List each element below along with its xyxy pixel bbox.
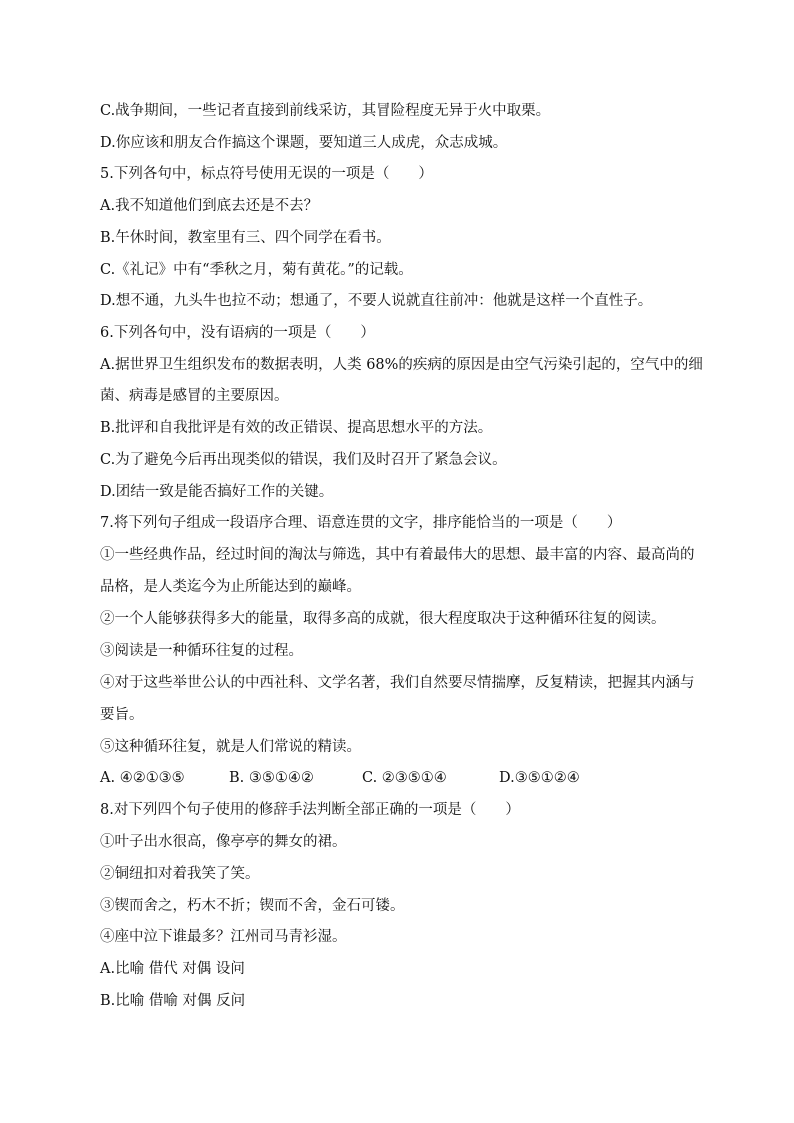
q8-sentence-1: ①叶子出水很高，像亭亭的舞女的裙。 <box>100 834 347 850</box>
q8-sentence-2: ②铜纽扣对着我笑了笑。 <box>100 866 260 882</box>
q7-sentence-5: ⑤这种循环往复，就是人们常说的精读。 <box>100 739 361 755</box>
q4-option-c: C.战争期间，一些记者直接到前线采访，其冒险程度无异于火中取栗。 <box>100 103 551 119</box>
q7-sentence-4-line2: 要旨。 <box>100 707 144 723</box>
q8-option-b: B.比喻 借喻 对偶 反问 <box>100 993 246 1009</box>
q7-sentence-1-line1: ①一些经典作品，经过时间的淘汰与筛选，其中有着最伟大的思想、最丰富的内容、最高尚的 <box>100 547 695 563</box>
q7-options <box>100 768 720 788</box>
q7-option-a: A. ④②①③⑤ <box>100 770 185 786</box>
q5-option-a: A.我不知道他们到底去还是不去？ <box>100 198 319 214</box>
q6-option-d: D.团结一致是能否搞好工作的关键。 <box>100 484 334 500</box>
q8-stem: 8.对下列四个句子使用的修辞手法判断全部正确的一项是（ ） <box>100 802 520 818</box>
q6-stem: 6.下列各句中，没有语病的一项是（ ） <box>100 325 375 341</box>
q7-sentence-4-line1: ④对于这些举世公认的中西社科、文学名著，我们自然要尽情揣摩，反复精读，把握其内涵与 <box>100 675 695 691</box>
q8-sentence-3: ③锲而舍之，朽木不折；锲而不舍，金石可镂。 <box>100 898 405 914</box>
q4-option-d: D.你应该和朋友合作搞这个课题，要知道三人成虎，众志成城。 <box>100 135 508 151</box>
q6-option-a-line1: A.据世界卫生组织发布的数据表明，人类 68%的疾病的原因是由空气污染引起的，空气中的细 <box>100 357 703 373</box>
q5-stem: 5.下列各句中，标点符号使用无误的一项是（ ） <box>100 166 433 182</box>
q7-stem: 7.将下列句子组成一段语序合理、语意连贯的文字，排序能恰当的一项是（ ） <box>100 515 622 531</box>
q8-option-a: A.比喻 借代 对偶 设问 <box>100 961 245 977</box>
q6-option-c: C.为了避免今后再出现类似的错误，我们及时召开了紧急会议。 <box>100 452 507 468</box>
q7-option-d: D.③⑤①②④ <box>499 770 580 786</box>
q5-option-c: C.《礼记》中有“季秋之月，菊有黄花。”的记载。 <box>100 262 413 278</box>
q5-option-d: D.想不通，九头牛也拉不动；想通了，不要人说就直往前冲：他就是这样一个直性子。 <box>100 293 653 309</box>
q6-option-b: B.批评和自我批评是有效的改正错误、提高思想水平的方法。 <box>100 420 493 436</box>
q5-option-b: B.午休时间，教室里有三、四个同学在看书。 <box>100 230 391 246</box>
q7-option-b: B. ③⑤①④② <box>229 770 314 786</box>
q7-sentence-1-line2: 品格，是人类迄今为止所能达到的巅峰。 <box>100 579 361 595</box>
q7-sentence-3: ③阅读是一种循环往复的过程。 <box>100 643 303 659</box>
q6-option-a-line2: 菌、病毒是感冒的主要原因。 <box>100 388 289 404</box>
q8-sentence-4: ④座中泣下谁最多？江州司马青衫湿。 <box>100 929 347 945</box>
q7-sentence-2: ②一个人能够获得多大的能量，取得多高的成就，很大程度取决于这种循环往复的阅读。 <box>100 611 666 627</box>
q7-option-c: C. ②③⑤①④ <box>362 770 447 786</box>
